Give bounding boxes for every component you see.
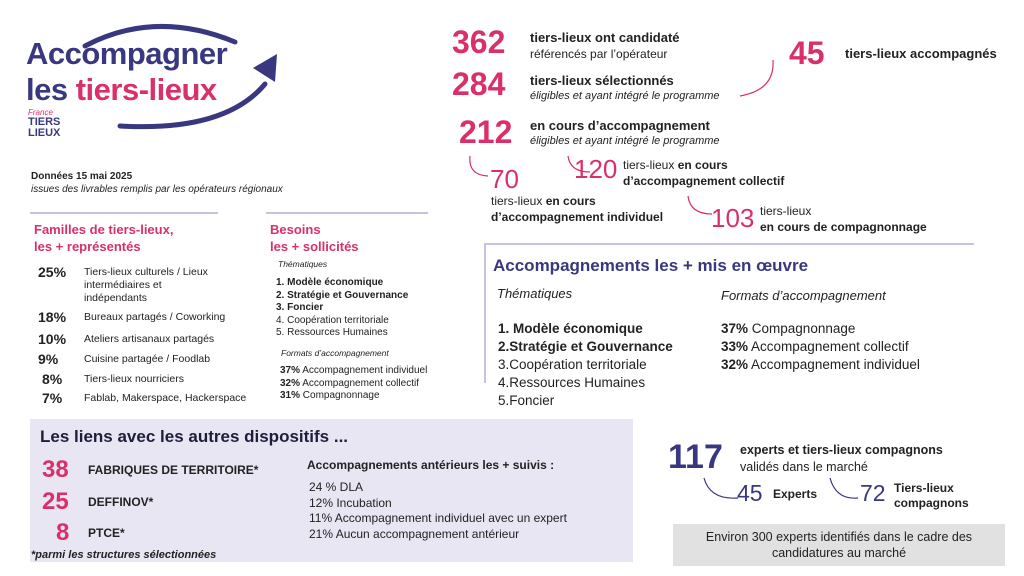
famille-row-2 <box>38 309 225 325</box>
moe-thematique: 1. Modèle économique <box>498 321 643 336</box>
mis-en-oeuvre-formats <box>721 320 920 374</box>
brand-line2: LIEUX <box>28 127 61 139</box>
famille-row-5 <box>42 371 184 387</box>
mis-en-oeuvre-thematiques <box>498 320 673 410</box>
liens-footnote: *parmi les structures sélectionnées <box>31 549 217 561</box>
mis-en-oeuvre-formats-label: Formats d’accompagnement <box>721 288 886 303</box>
stat-362-line1: tiers-lieux ont candidaté <box>530 30 680 45</box>
stat-120-number: 120 <box>574 154 618 184</box>
famille-label: Cuisine partagée / Foodlab <box>84 353 211 365</box>
stat-212-number: 212 <box>459 114 513 150</box>
famille-pct: 18% <box>38 309 67 325</box>
stat-212-line1: en cours d’accompagnement <box>530 118 710 133</box>
stat-284-line1: tiers-lieux sélectionnés <box>530 73 674 88</box>
stat-103-number: 103 <box>711 203 755 233</box>
lien-row-2 <box>42 490 153 514</box>
stat-103-text <box>760 203 927 235</box>
famille-label: Tiers-lieux nourriciers <box>84 373 184 385</box>
moe-thematique: 3.Coopération territoriale <box>498 357 647 372</box>
famille-row-6 <box>42 390 246 406</box>
anterieurs-title: Accompagnements antérieurs les + suivis : <box>307 458 555 472</box>
experts-line2: validés dans le marché <box>740 460 868 474</box>
famille-pct: 8% <box>42 371 63 387</box>
stat-362-number: 362 <box>452 24 506 60</box>
experts-number: 117 <box>668 438 723 476</box>
stat-70-b1: en cours <box>545 194 596 208</box>
besoin-format: 32% Accompagnement collectif <box>280 377 419 389</box>
familles-title-2: les + représentés <box>34 239 141 254</box>
besoins-formats-label: Formats d’accompagnement <box>281 348 389 358</box>
mis-en-oeuvre-rule-left <box>484 243 486 383</box>
besoin-format: 37% Accompagnement individuel <box>280 365 428 376</box>
familles-rule <box>30 212 218 214</box>
experts-45-number: 45 <box>737 480 763 506</box>
besoin-format: 31% Compagnonnage <box>280 390 380 401</box>
besoins-rule <box>266 212 428 214</box>
experts-72-number: 72 <box>860 480 886 506</box>
moe-format: 33% Accompagnement collectif <box>721 339 909 354</box>
stat-70-text <box>491 193 663 225</box>
stat-70-line2: d’accompagnement individuel <box>491 210 664 224</box>
logo-line2-les: les <box>26 72 76 107</box>
experts-note-2: candidatures au marché <box>771 546 907 560</box>
stat-103-line2: en cours de compagnonnage <box>760 220 927 234</box>
famille-row-1 <box>38 264 224 305</box>
lien-label: FABRIQUES DE TERRITOIRE* <box>88 463 259 477</box>
stat-45-number: 45 <box>789 35 825 71</box>
besoins-title-1: Besoins <box>270 222 321 237</box>
stat-284-number: 284 <box>452 66 506 102</box>
stat-284-line2: éligibles et ayant intégré le programme <box>530 90 720 102</box>
lien-label: PTCE* <box>88 526 125 540</box>
famille-pct: 25% <box>38 264 67 280</box>
famille-label: Tiers-lieux culturels / Lieux intermédiaires et indépendants <box>84 266 208 304</box>
liens-title: Les liens avec les autres dispositifs ... <box>40 427 349 446</box>
logo-line2-tiers: tiers-lieux <box>75 72 217 107</box>
stat-120-b1: en cours <box>677 158 728 172</box>
famille-pct: 10% <box>38 331 67 347</box>
stat-45-label: tiers-lieux accompagnés <box>845 46 997 61</box>
famille-row-3 <box>38 331 214 347</box>
stat-120-text <box>623 157 784 189</box>
stat-212-line2: éligibles et ayant intégré le programme <box>530 135 720 147</box>
stat-120-line1 <box>623 157 784 173</box>
besoins-thematiques <box>276 277 408 340</box>
moe-format: 37% Compagnonnage <box>721 321 856 336</box>
famille-label: Fablab, Makerspace, Hackerspace <box>84 392 247 404</box>
besoin-thematique: 3. Foncier <box>276 302 324 313</box>
stat-103-line1: tiers-lieux <box>760 204 812 218</box>
experts-note-1: Environ 300 experts identifiés dans le cadre des <box>705 530 973 544</box>
experts-72-label2: compagnons <box>894 496 969 510</box>
experts-72-label <box>894 481 969 511</box>
famille-pct: 7% <box>42 390 63 406</box>
stat-362-line2: référencés par l’opérateur <box>530 47 668 61</box>
anterieurs-list <box>309 480 567 542</box>
logo-line1: Accompagner <box>26 36 228 71</box>
stat-70-line1 <box>491 193 663 209</box>
experts-line1: experts et tiers-lieux compagnons <box>740 443 943 457</box>
moe-thematique: 5.Foncier <box>498 393 555 408</box>
familles-title <box>34 221 173 255</box>
lien-number: 38 <box>42 456 69 483</box>
stat-120-pre: tiers-lieux <box>623 158 678 172</box>
stat-120-line2: d’accompagnement collectif <box>623 174 785 188</box>
anterieur-item: 11% Accompagnement individuel avec un expert <box>309 511 567 525</box>
moe-format: 32% Accompagnement individuel <box>721 357 920 372</box>
moe-thematique: 4.Ressources Humaines <box>498 375 646 390</box>
lien-label: DEFFINOV* <box>88 495 154 509</box>
famille-label: Ateliers artisanaux partagés <box>84 333 215 345</box>
moe-thematique: 2.Stratégie et Gouvernance <box>498 339 673 354</box>
besoins-formats <box>280 365 427 403</box>
source-note: issues des livrables remplis par les opérateurs régionaux <box>31 184 283 195</box>
lien-row-1 <box>42 458 258 482</box>
mis-en-oeuvre-thematiques-label: Thématiques <box>497 286 573 301</box>
experts-note-box <box>673 524 1005 566</box>
anterieur-item: 21% Aucun accompagnement antérieur <box>309 526 520 541</box>
mis-en-oeuvre-rule <box>486 243 974 245</box>
lien-number: 25 <box>42 488 69 515</box>
besoin-thematique: 4. Coopération territoriale <box>276 314 389 326</box>
anterieur-item: 24 % DLA <box>309 480 364 494</box>
stat-70-number: 70 <box>490 164 519 194</box>
experts-72-label1: Tiers-lieux <box>894 481 954 495</box>
famille-pct: 9% <box>38 351 59 367</box>
experts-45-label: Experts <box>773 487 818 501</box>
mis-en-oeuvre-title: Accompagnements les + mis en œuvre <box>493 256 809 275</box>
besoin-thematique: 1. Modèle économique <box>276 277 384 288</box>
besoins-title-2: les + sollicités <box>270 239 359 254</box>
lien-row-3 <box>42 521 125 545</box>
brand-line1: TIERS <box>28 116 61 128</box>
besoin-thematique: 5. Ressources Humaines <box>276 327 388 338</box>
anterieur-item: 12% Incubation <box>309 495 392 510</box>
besoin-thematique: 2. Stratégie et Gouvernance <box>276 289 409 301</box>
lien-number: 8 <box>56 519 70 546</box>
brand-small: France <box>28 108 53 117</box>
famille-row-4 <box>38 351 210 367</box>
famille-label: Bureaux partagés / Coworking <box>84 311 226 323</box>
stat-70-pre: tiers-lieux <box>491 194 546 208</box>
besoins-thematiques-label: Thématiques <box>278 259 328 269</box>
besoins-title <box>270 221 359 255</box>
source-date: Données 15 mai 2025 <box>31 171 133 182</box>
familles-title-1: Familles de tiers-lieux, <box>34 222 174 237</box>
